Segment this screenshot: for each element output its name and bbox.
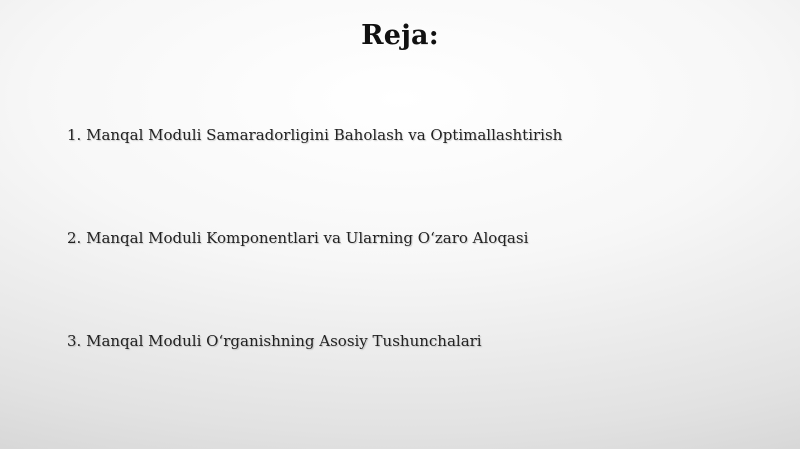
plan-item-3: 3. Manqal Moduli O‘rganishning Asosiy Tushunchalari: [67, 332, 482, 350]
plan-item-1: 1. Manqal Moduli Samaradorligini Baholash va Optimallashtirish: [67, 126, 563, 144]
slide-title: Reja:: [361, 20, 439, 51]
plan-item-2: 2. Manqal Moduli Komponentlari va Ularning O‘zaro Aloqasi: [67, 229, 529, 247]
